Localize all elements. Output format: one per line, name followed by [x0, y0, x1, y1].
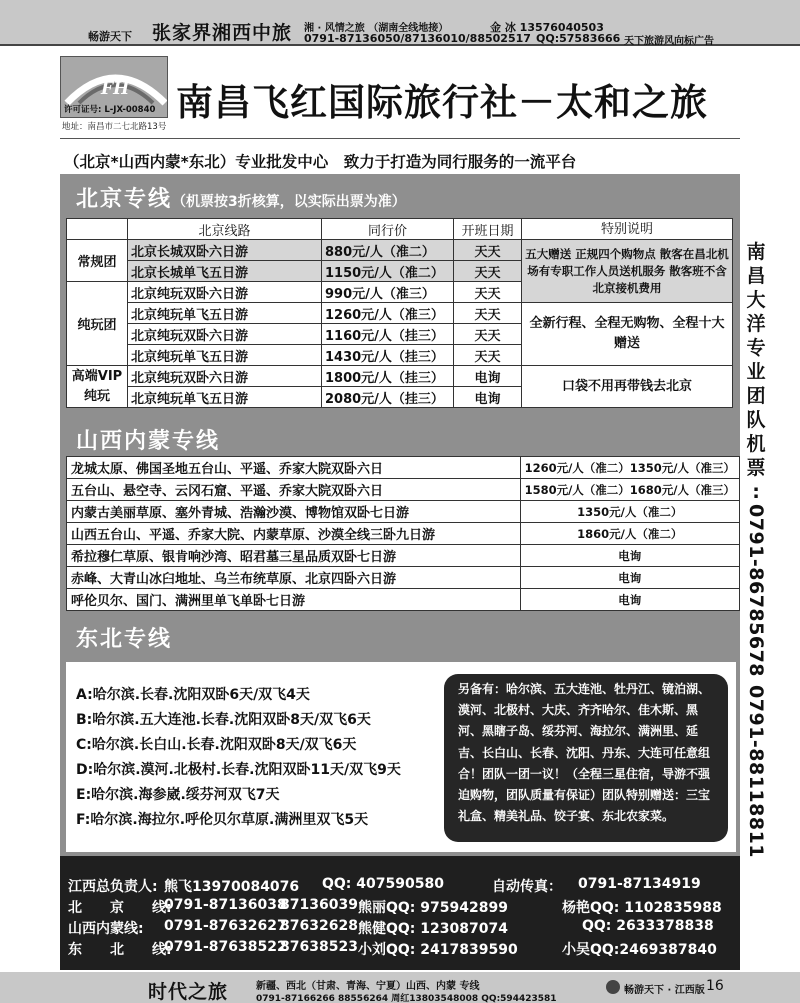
- dongbei-extra-info: 另备有：哈尔滨、五大连池、牡丹江、镜泊湖、漠河、北极村、大庆、齐齐哈尔、佳木斯、黑河、黑瞎子岛、绥芬河、海拉尔、满洲里、延吉、长白山、长春、沈阳、丹东、大连可任意组合！团队一团一议！（全程三星住宿，导游不强迫购物，团队质量有保证）团队特别赠送：三宝礼盒、精美礼品、饺子宴、东北农家菜。: [444, 674, 728, 842]
- date-cell: 天天: [454, 324, 522, 345]
- beijing-section-title: 北京专线（机票按3折核算，以实际出票为准）: [76, 187, 406, 212]
- route-cell: 北京纯玩单飞五日游: [128, 345, 322, 366]
- price-cell: 1430元/人（挂三）: [322, 345, 454, 366]
- group-label: 高端VIP纯玩: [67, 366, 128, 408]
- price-cell: 电询: [520, 567, 739, 589]
- shanxi-table: [66, 456, 740, 611]
- route-cell: 北京纯玩单飞五日游: [128, 387, 322, 408]
- header-divider: [60, 138, 740, 139]
- price-cell: 880元/人（准二）: [322, 240, 454, 261]
- date-cell: 天天: [454, 282, 522, 303]
- date-cell: 天天: [454, 261, 522, 282]
- vertical-phone-2: 0791-88118811: [745, 685, 767, 859]
- date-cell: 电询: [454, 387, 522, 408]
- route-cell: 内蒙古美丽草原、塞外青城、浩瀚沙漠、博物馆双卧七日游: [67, 501, 521, 523]
- col-route: 北京线路: [128, 219, 322, 240]
- route-cell: 赤峰、大青山冰臼地址、乌兰布统草原、北京四卧六日游: [67, 567, 521, 589]
- shanxi-section-title: 山西内蒙专线: [76, 429, 221, 454]
- price-cell: 1260元/人（准三）: [322, 303, 454, 324]
- footer-brand: 时代之旅: [148, 981, 229, 1003]
- footer-line-2: 0791-87166266 88556264 周红13803548008 QQ:594423581: [256, 994, 557, 1003]
- price-cell: 1860元/人（准二）: [520, 523, 739, 545]
- table-row: [67, 567, 740, 589]
- note-cell: 五大赠送 正规四个购物点 散客在昌北机场有专职工作人员送机服务 散客班不含北京接机费用: [522, 240, 733, 303]
- table-row: [67, 589, 740, 611]
- beijing-table: [66, 218, 733, 408]
- route-cell: 五台山、悬空寺、云冈石窟、平遥、乔家大院双卧六日: [67, 479, 521, 501]
- agency-header: [60, 54, 740, 152]
- list-item: A:哈尔滨.长春.沈阳双卧6天/双飞4天: [76, 687, 310, 703]
- top-agency-name: 张家界湘西中旅: [152, 22, 293, 44]
- route-cell: 北京纯玩双卧六日游: [128, 324, 322, 345]
- list-item: D:哈尔滨.漠河.北极村.长春.沈阳双卧11天/双飞9天: [76, 762, 401, 778]
- price-cell: 1350元/人（准二）: [520, 501, 739, 523]
- table-row: [67, 240, 733, 261]
- vertical-phone-1: 0791-86785678: [745, 504, 767, 678]
- list-item: F:哈尔滨.海拉尔.呼伦贝尔草原.满洲里双飞5天: [76, 812, 369, 828]
- route-cell: 北京长城单飞五日游: [128, 261, 322, 282]
- top-contact: 金 冰 13576040503: [490, 21, 604, 34]
- price-cell: 电询: [520, 545, 739, 567]
- route-cell: 山西五台山、平遥、乔家大院、内蒙草原、沙漠全线三卧九日游: [67, 523, 521, 545]
- date-cell: 天天: [454, 303, 522, 324]
- dongbei-section-title: 东北专线: [76, 627, 173, 652]
- route-cell: 龙城太原、佛国圣地五台山、平遥、乔家大院双卧六日: [67, 457, 521, 479]
- slogan: （北京*山西内蒙*东北）专业批发中心 致力于打造为同行服务的一流平台: [64, 153, 577, 171]
- top-banner: [0, 0, 800, 46]
- magazine-logo-icon: [606, 980, 620, 994]
- license-number: 许可证号: L-JX-00840: [64, 105, 156, 115]
- footer-banner: [0, 972, 800, 1003]
- note-cell: 口袋不用再带钱去北京: [522, 366, 733, 408]
- magazine-brand: 畅游天下: [88, 30, 132, 43]
- note-cell: 全新行程、全程无购物、全程十大赠送: [522, 303, 733, 366]
- agency-logo: [60, 56, 168, 118]
- top-qq: QQ:57583666: [536, 32, 621, 45]
- price-cell: 990元/人（准三）: [322, 282, 454, 303]
- col-price: 同行价: [322, 219, 454, 240]
- route-cell: 北京长城双卧六日游: [128, 240, 322, 261]
- vertical-ticket-ad: 南 昌 大 洋 专 业 团 队 机 票 : 0791-86785678 0791-88118811: [741, 240, 771, 858]
- group-label: 纯玩团: [67, 282, 128, 366]
- dongbei-box: [66, 662, 736, 852]
- table-row: [67, 303, 733, 324]
- top-tagline: 湘 · 风情之旅 （湖南全线地接）: [304, 23, 449, 34]
- route-cell: 呼伦贝尔、国门、满洲里单飞单卧七日游: [67, 589, 521, 611]
- top-phones: 0791-87136050/87136010/88502517: [304, 32, 531, 45]
- route-cell: 希拉穆仁草原、银肯响沙湾、昭君墓三星品质双卧七日游: [67, 545, 521, 567]
- route-cell: 北京纯玩双卧六日游: [128, 282, 322, 303]
- price-cell: 电询: [520, 589, 739, 611]
- footer-line-1: 新疆、西北（甘肃、青海、宁夏）山西、内蒙 专线: [256, 981, 480, 992]
- table-row: [67, 545, 740, 567]
- col-note: 特别说明: [522, 219, 733, 240]
- table-row: [67, 479, 740, 501]
- top-ad-tagline: 天下旅游风向标广告: [624, 36, 714, 47]
- contact-band: 江西总负责人: 熊飞13970084076 QQ: 407590580 自动传真： 0791-87134919 北 京 线: 0791-87136038 87136039 熊丽QQ: 975942899 杨艳QQ: 1102835988 山西内蒙线: 0791-87632627 87632628 熊健QQ: 123087074 QQ: 2633378838 东 北 线: 0791-87638522 87638523 小刘QQ: 2417839590 小吴QQ:2469387840: [60, 856, 740, 970]
- route-cell: 北京纯玩单飞五日游: [128, 303, 322, 324]
- price-cell: 1150元/人（准二）: [322, 261, 454, 282]
- table-row: [67, 457, 740, 479]
- price-cell: 2080元/人（挂三）: [322, 387, 454, 408]
- route-cell: 北京纯玩双卧六日游: [128, 366, 322, 387]
- agency-name: 南昌飞红国际旅行社－太和之旅: [176, 81, 708, 124]
- date-cell: 电询: [454, 366, 522, 387]
- table-row: [67, 523, 740, 545]
- list-item: B:哈尔滨.五大连池.长春.沈阳双卧8天/双飞6天: [76, 712, 371, 728]
- date-cell: 天天: [454, 240, 522, 261]
- agency-address: 地址：南昌市二七北路13号: [62, 122, 167, 132]
- price-cell: 1260元/人（准二）1350元/人（准三）: [520, 457, 739, 479]
- table-header-row: [67, 219, 733, 240]
- group-label: 常规团: [67, 240, 128, 282]
- beijing-note: （机票按3折核算，以实际出票为准）: [172, 194, 406, 210]
- table-row: [67, 501, 740, 523]
- page-number: 16: [706, 978, 724, 994]
- list-item: E:哈尔滨.海参崴.绥芬河双飞7天: [76, 787, 280, 803]
- price-cell: 1800元/人（挂三）: [322, 366, 454, 387]
- price-cell: 1580元/人（准二）1680元/人（准三）: [520, 479, 739, 501]
- table-row: [67, 366, 733, 387]
- col-date: 开班日期: [454, 219, 522, 240]
- logo-text: FH: [101, 79, 130, 99]
- date-cell: 天天: [454, 345, 522, 366]
- tour-panel: [60, 174, 740, 856]
- list-item: C:哈尔滨.长白山.长春.沈阳双卧8天/双飞6天: [76, 737, 357, 753]
- footer-magazine: 畅游天下 · 江西版: [624, 985, 705, 996]
- price-cell: 1160元/人（挂三）: [322, 324, 454, 345]
